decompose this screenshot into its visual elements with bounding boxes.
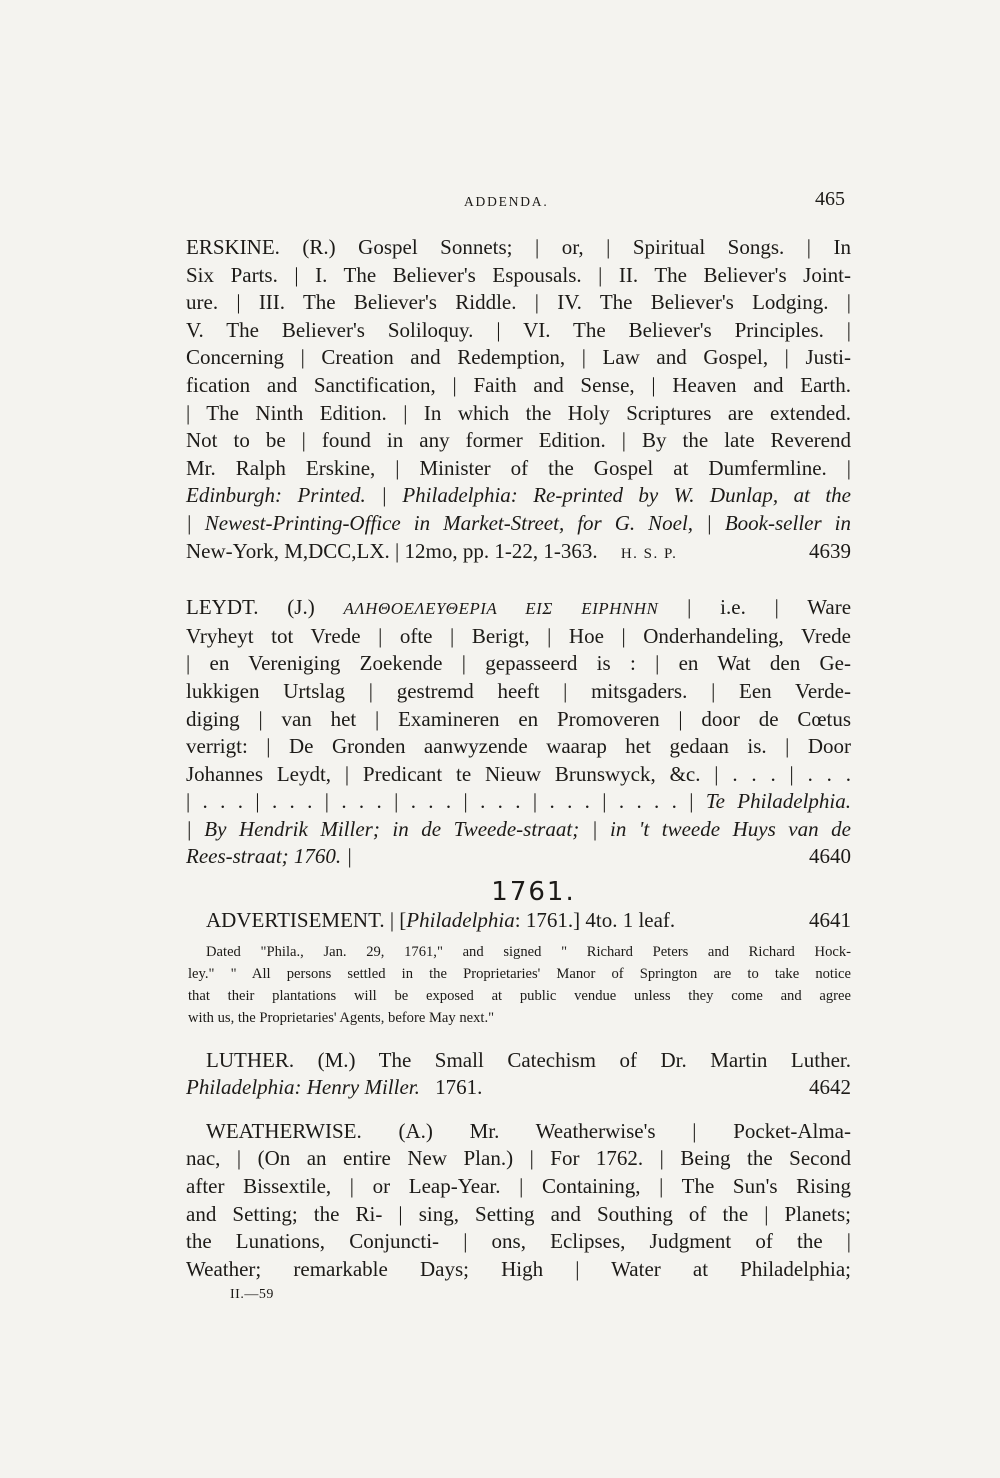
entry-line: | en Vereniging Zoekende | gepasseerd is : | en Wat den Ge- — [186, 651, 851, 676]
entry-line: V. The Believer's Soliloquy. | VI. The Believer's Principles. | — [186, 317, 851, 342]
entry-line — [186, 788, 851, 816]
entry-line: Six Parts. | I. The Believer's Espousals. | II. The Believer's Joint- — [186, 262, 851, 287]
note-line: ley." " All persons settled in the Proprietaries' Manor of Springton are to take notice — [188, 965, 851, 982]
entry-line: WEATHERWISE. (A.) Mr. Weatherwise's | Pocket-Alma- — [206, 1118, 851, 1143]
entry-line — [186, 816, 851, 844]
title: ADVERTISEMENT. | [ — [206, 908, 407, 933]
entry-erskine — [186, 234, 851, 568]
entry-line: fication and Sanctification, | Faith and Sense, | Heaven and Earth. — [186, 372, 851, 397]
note-line: Dated "Phila., Jan. 29, 1761," and signed " Richard Peters and Richard Hock- — [206, 943, 851, 960]
title-continuation: | i.e. | Ware — [687, 595, 852, 620]
entry-line: diging | van het | Examineren en Promoveren | door de Cœtus — [186, 706, 851, 731]
note-line: with us, the Proprietaries' Agents, before May next." — [188, 1009, 495, 1026]
ellipsis-run: | . . . | . . . | . . . | . . . | . . . | . . . | . . . . | — [186, 789, 694, 814]
entry-line: LUTHER. (M.) The Small Catechism of Dr. Martin Luther. — [206, 1047, 851, 1072]
running-title: ADDENDA. — [464, 194, 549, 209]
imprint-place: Philadelphia — [406, 908, 515, 933]
entry-line: Concerning | Creation and Redemption, | Law and Gospel, | Justi- — [186, 345, 851, 370]
entry-line: Mr. Ralph Erskine, | Minister of the Gospel at Dumfermline. | — [186, 455, 851, 480]
entry-line: lukkigen Urtslag | gestremd heeft | mitsgaders. | Een Verde- — [186, 678, 851, 703]
entry-line: verrigt: | De Gronden aanwyzende waarap het gedaan is. | Door — [186, 734, 851, 759]
page-number: 465 — [815, 188, 845, 210]
imprint-italic: Edinburgh: Printed. | Philadelphia: Re-printed by W. Dunlap, at the — [186, 483, 851, 508]
signature-mark: II.—59 — [230, 1287, 274, 1303]
entry-line: Weather; remarkable Days; High | Water at Philadelphia; — [186, 1256, 851, 1281]
year-heading: 1761. — [491, 877, 576, 908]
imprint-italic: Philadelphia: Henry Miller. — [186, 1075, 420, 1100]
imprint-italic: | Newest-Printing-Office in Market-Street, for G. Noel, | Book-seller in — [186, 510, 851, 535]
entry-line: after Bissextile, | or Leap-Year. | Containing, | The Sun's Rising — [186, 1174, 851, 1199]
entry-leydt — [186, 594, 851, 871]
entry-line: Johannes Leydt, | Predicant te Nieuw Brunswyck, &c. | . . . | . . . — [186, 761, 851, 786]
imprint-year: 1761. — [435, 1075, 483, 1100]
imprint-italic: Rees-straat; 1760. | — [186, 844, 353, 869]
entry-line — [186, 594, 851, 623]
book-page — [186, 180, 851, 1303]
entry-line — [186, 482, 851, 510]
entry-line: the Lunations, Conjuncti- | ons, Eclipses, Judgment of the | — [186, 1229, 851, 1254]
entry-line: Not to be | found in any former Edition. | By the late Reverend — [186, 428, 851, 453]
entry-line: | The Ninth Edition. | In which the Holy Scriptures are extended. — [186, 400, 851, 425]
entry-line: ure. | III. The Believer's Riddle. | IV. The Believer's Lodging. | — [186, 290, 851, 315]
entry-line — [186, 1074, 851, 1102]
entry-number: 4639 — [809, 538, 851, 563]
entry-line — [186, 510, 851, 538]
entry-line: nac, | (On an entire New Plan.) | For 1762. | Being the Second — [186, 1146, 851, 1171]
entry-line — [206, 907, 851, 935]
imprint-rest: : 1761.] 4to. 1 leaf. — [514, 908, 676, 933]
entry-advertisement — [186, 907, 851, 1029]
entry-weatherwise — [186, 1118, 851, 1284]
entry-line: Vryheyt tot Vrede | ofte | Berigt, | Hoe | Onderhandeling, Vrede — [186, 623, 851, 648]
imprint-italic: Te Philadelphia. — [705, 789, 851, 814]
note-line: that their plantations will be exposed at public vendue unless they come and agree — [188, 987, 851, 1004]
entry-line — [186, 538, 851, 569]
author: LEYDT. (J.) — [186, 595, 315, 620]
entry-note — [188, 941, 851, 1029]
location-mark: H. S. P. — [620, 545, 678, 562]
imprint-italic: | By Hendrik Miller; in de Tweede-straat; | in 't tweede Huys van de — [186, 816, 851, 841]
greek-title: ΑΛΗΘΟΕΛΕΥΘΕΡΙΑ ΕΙΣ ΕΙΡΗΝΗΝ — [343, 599, 659, 619]
entry-number: 4642 — [809, 1075, 851, 1100]
entry-line: ERSKINE. (R.) Gospel Sonnets; | or, | Spiritual Songs. | In — [186, 235, 851, 259]
entry-number: 4640 — [809, 844, 851, 869]
entry-number: 4641 — [809, 908, 851, 933]
entry-line: and Setting; the Ri- | sing, Setting and Southing of the | Planets; — [186, 1201, 851, 1226]
imprint-date: New-York, M,DCC,LX. | 12mo, pp. 1-22, 1-363. — [186, 538, 598, 563]
running-head — [186, 180, 851, 210]
entry-line — [186, 843, 851, 871]
entry-luther — [186, 1047, 851, 1102]
